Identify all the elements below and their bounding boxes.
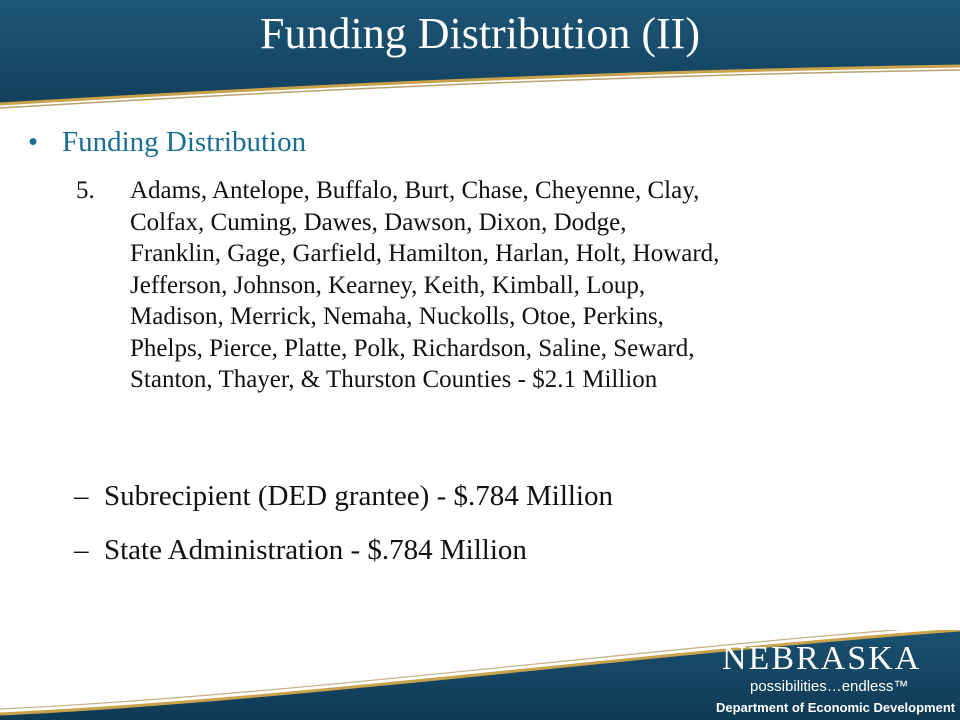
bullet-funding-distribution xyxy=(28,120,306,164)
county-line: Jefferson, Johnson, Kearney, Keith, Kimball, Loup, xyxy=(130,271,646,299)
county-line: Colfax, Cuming, Dawes, Dawson, Dixon, Dodge, xyxy=(130,208,627,236)
bullet-text: Funding Distribution xyxy=(62,126,307,158)
sub-item-text: State Administration - $.784 Million xyxy=(104,534,527,566)
county-line: Stanton, Thayer, & Thurston Counties - $2.1 Million xyxy=(130,366,658,393)
county-line: Adams, Antelope, Buffalo, Burt, Chase, Cheyenne, Clay, xyxy=(130,177,700,204)
county-line: Phelps, Pierce, Platte, Polk, Richardson, Saline, Seward, xyxy=(130,334,695,362)
county-line: Franklin, Gage, Garfield, Hamilton, Harlan, Holt, Howard, xyxy=(130,240,720,267)
numbered-line xyxy=(76,175,956,207)
slide-title: Funding Distribution (II) xyxy=(260,9,700,58)
logo-wordmark: NEBRASKA xyxy=(722,640,922,677)
county-line: Madison, Merrick, Nemaha, Nuckolls, Otoe, Perkins, xyxy=(130,303,664,330)
logo-tagline: possibilities…endless™ xyxy=(750,678,909,695)
item-number: 5. xyxy=(76,177,95,204)
numbered-item xyxy=(76,175,956,396)
nebraska-logo xyxy=(700,640,956,718)
sub-item-text: Subrecipient (DED grantee) - $.784 Million xyxy=(104,480,613,512)
dash-icon: – xyxy=(74,480,89,512)
sub-item-state-administration xyxy=(74,530,527,570)
logo-department: Department of Economic Development xyxy=(716,700,956,715)
sub-item-subrecipient xyxy=(74,476,613,516)
dash-icon: – xyxy=(74,534,89,566)
bullet-dot-icon: • xyxy=(28,126,39,158)
